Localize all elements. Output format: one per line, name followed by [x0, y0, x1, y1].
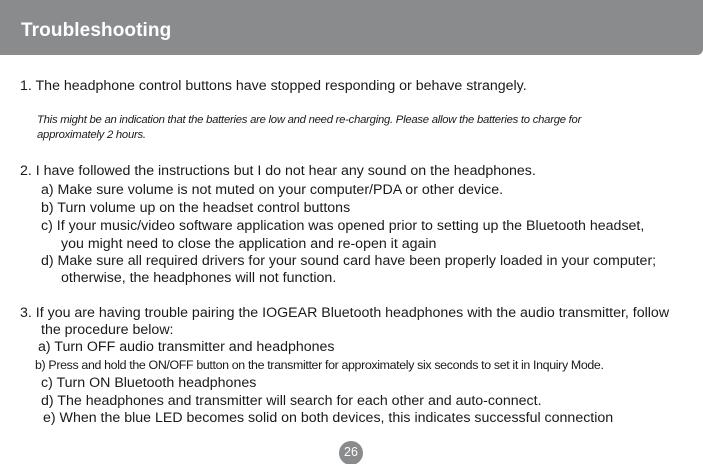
item-3-step-a: a) Turn OFF audio transmitter and headphones — [38, 339, 335, 355]
item-1-question: 1. The headphone control buttons have stopped responding or behave strangely. — [20, 78, 527, 94]
item-2-question: 2. I have followed the instructions but I do not hear any sound on the headphones. — [20, 163, 536, 179]
item-3-question-line-2: the procedure below: — [41, 322, 174, 338]
item-2-step-a: a) Make sure volume is not muted on your computer/PDA or other device. — [41, 182, 504, 198]
page-title: Troubleshooting — [21, 20, 172, 41]
item-3-step-e: e) When the blue LED becomes solid on both devices, this indicates successful connection — [43, 410, 614, 426]
item-3-question-line-1: 3. If you are having trouble pairing the IOGEAR Bluetooth headphones with the audio transmitter, follow — [20, 305, 670, 321]
item-2-step-d-line-1: d) Make sure all required drivers for your sound card have been properly loaded in your computer; — [41, 253, 657, 269]
page-number-badge: 26 — [339, 441, 363, 464]
header-bar — [0, 0, 703, 55]
item-2-step-b: b) Turn volume up on the headset control buttons — [41, 200, 351, 216]
item-1-note-line-1: This might be an indication that the batteries are low and need re-charging. Please allow the batteries to charge for — [37, 114, 582, 126]
item-2-step-c-line-2: you might need to close the application and re-open it again — [61, 236, 437, 252]
item-1-note-line-2: approximately 2 hours. — [37, 129, 146, 141]
item-2-step-c-line-1: c) If your music/video software application was opened prior to setting up the Bluetooth headset, — [41, 218, 645, 234]
item-3-step-b: b) Press and hold the ON/OFF button on the transmitter for approximately six seconds to set it in Inquiry Mode. — [35, 358, 604, 372]
item-3-step-c: c) Turn ON Bluetooth headphones — [41, 375, 257, 391]
item-3-step-d: d) The headphones and transmitter will search for each other and auto-connect. — [41, 393, 542, 409]
item-2-step-d-line-2: otherwise, the headphones will not function. — [61, 270, 337, 286]
